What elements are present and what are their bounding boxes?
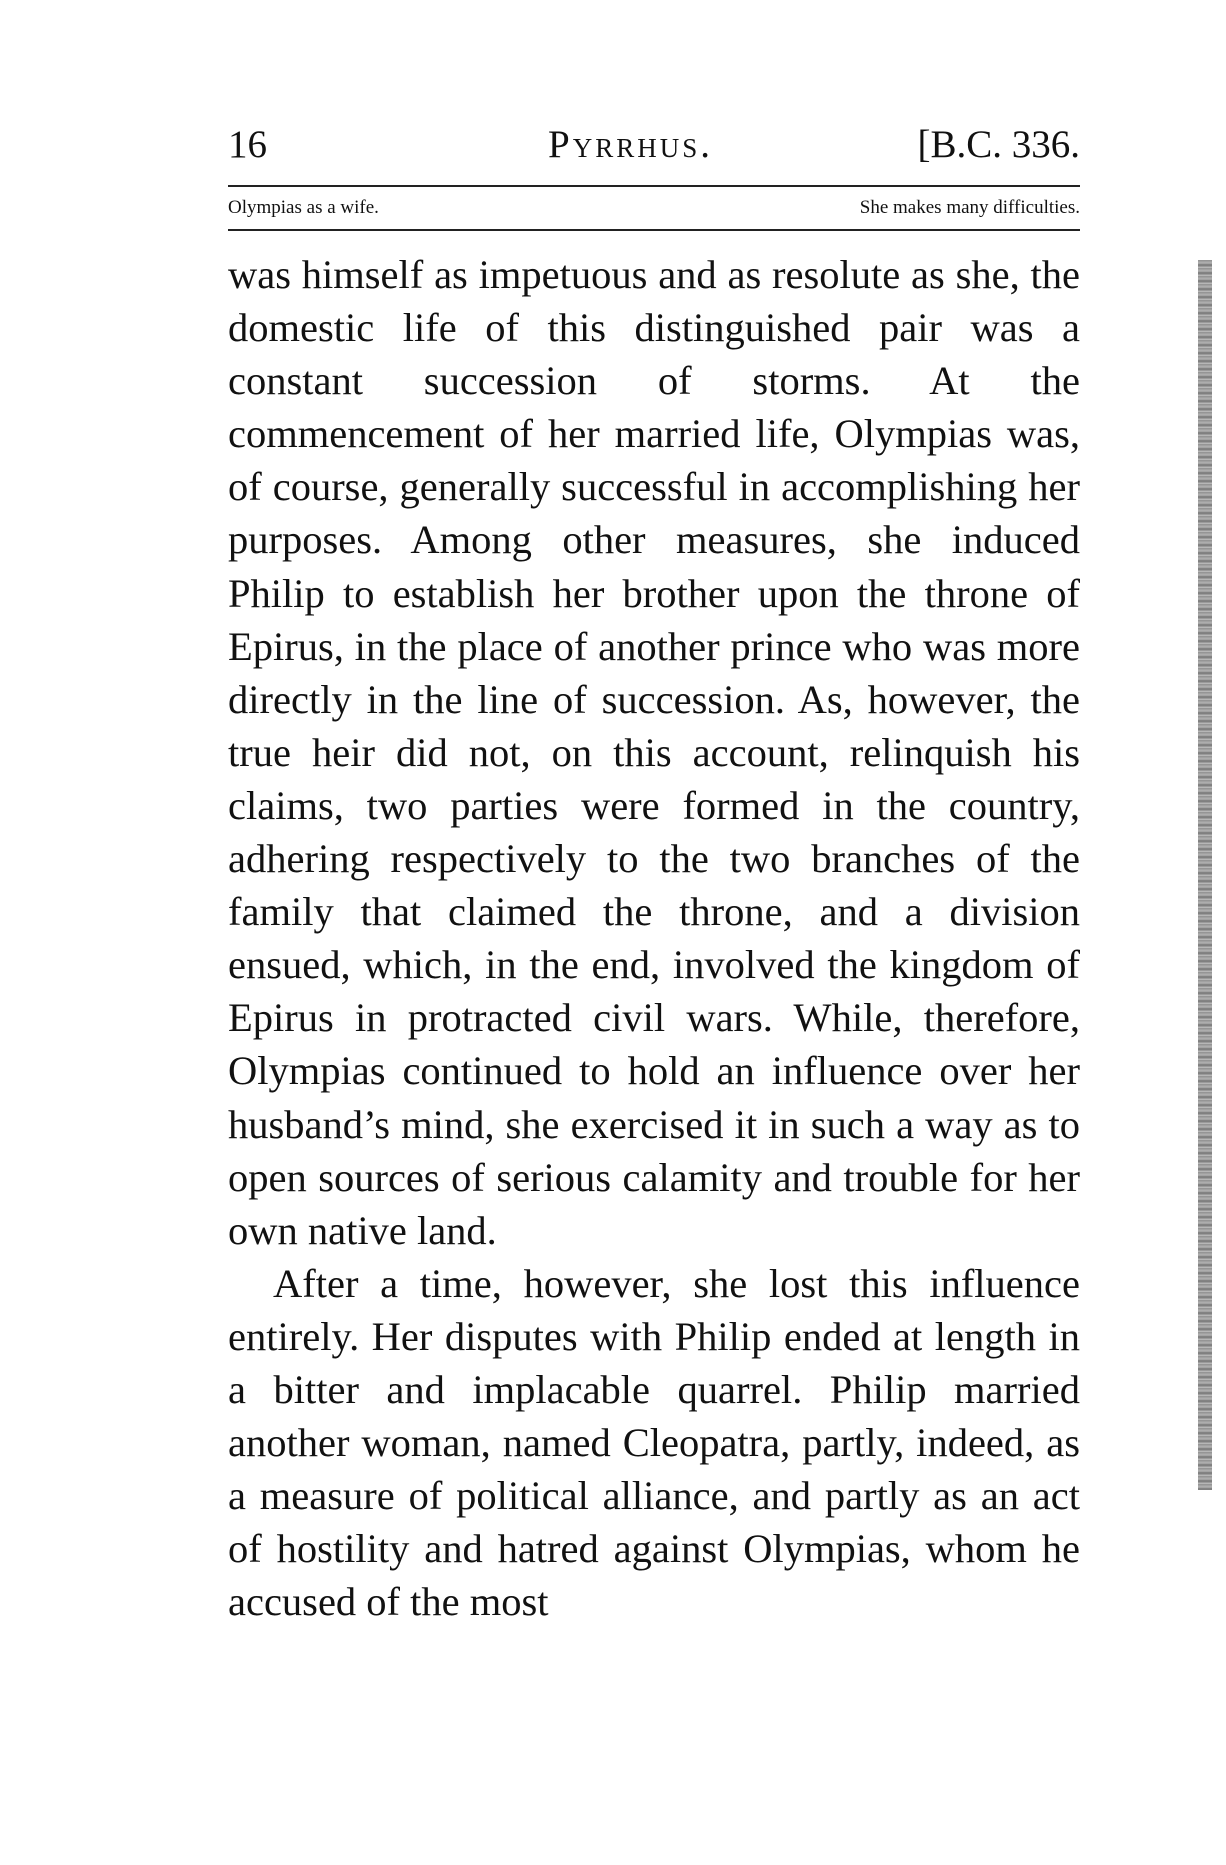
- header-rule-top: [228, 185, 1080, 187]
- binding-edge-shadow: [1198, 260, 1212, 1490]
- side-note-left: Olympias as a wife.: [228, 197, 379, 218]
- book-title: Pyrrhus.: [548, 123, 713, 166]
- running-head: [228, 122, 1080, 182]
- date-heading: [B.C. 336.: [917, 123, 1080, 166]
- body-text: [228, 248, 1080, 1628]
- paragraph-2: After a time, however, she lost this influence entirely. Her disputes with Philip ended at length in a bitter and implacable quarrel. Philip married another woman, named Cleopatra, partly, indeed, as a measure of political alliance, and partly as an act of hostility and hatred against Olympias, whom he accused of the most: [228, 1260, 1080, 1625]
- paragraph-1: was himself as impetuous and as resolute as she, the domestic life of this distinguished pair was a constant succession of storms. At the commencement of her married life, Olympias was, of course, generally successful in accomplishing her purposes. Among other measures, she induced Philip to establish her brother upon the throne of Epirus, in the place of another prince who was more directly in the line of succession. As, however, the true heir did not, on this account, relinquish his claims, two parties were formed in the country, adhering respectively to the two branches of the family that claimed the throne, and a division ensued, which, in the end, involved the kingdom of Epirus in protracted civil wars. While, therefore, Olympias continued to hold an influence over her husband’s mind, she exercised it in such a way as to open sources of serious calamity and trouble for her own native land.: [228, 252, 1080, 1253]
- header-rule-bottom: [228, 229, 1080, 231]
- side-note-right: She makes many difficulties.: [859, 197, 1080, 218]
- page-number: 16: [228, 123, 267, 166]
- side-notes: [228, 197, 1080, 227]
